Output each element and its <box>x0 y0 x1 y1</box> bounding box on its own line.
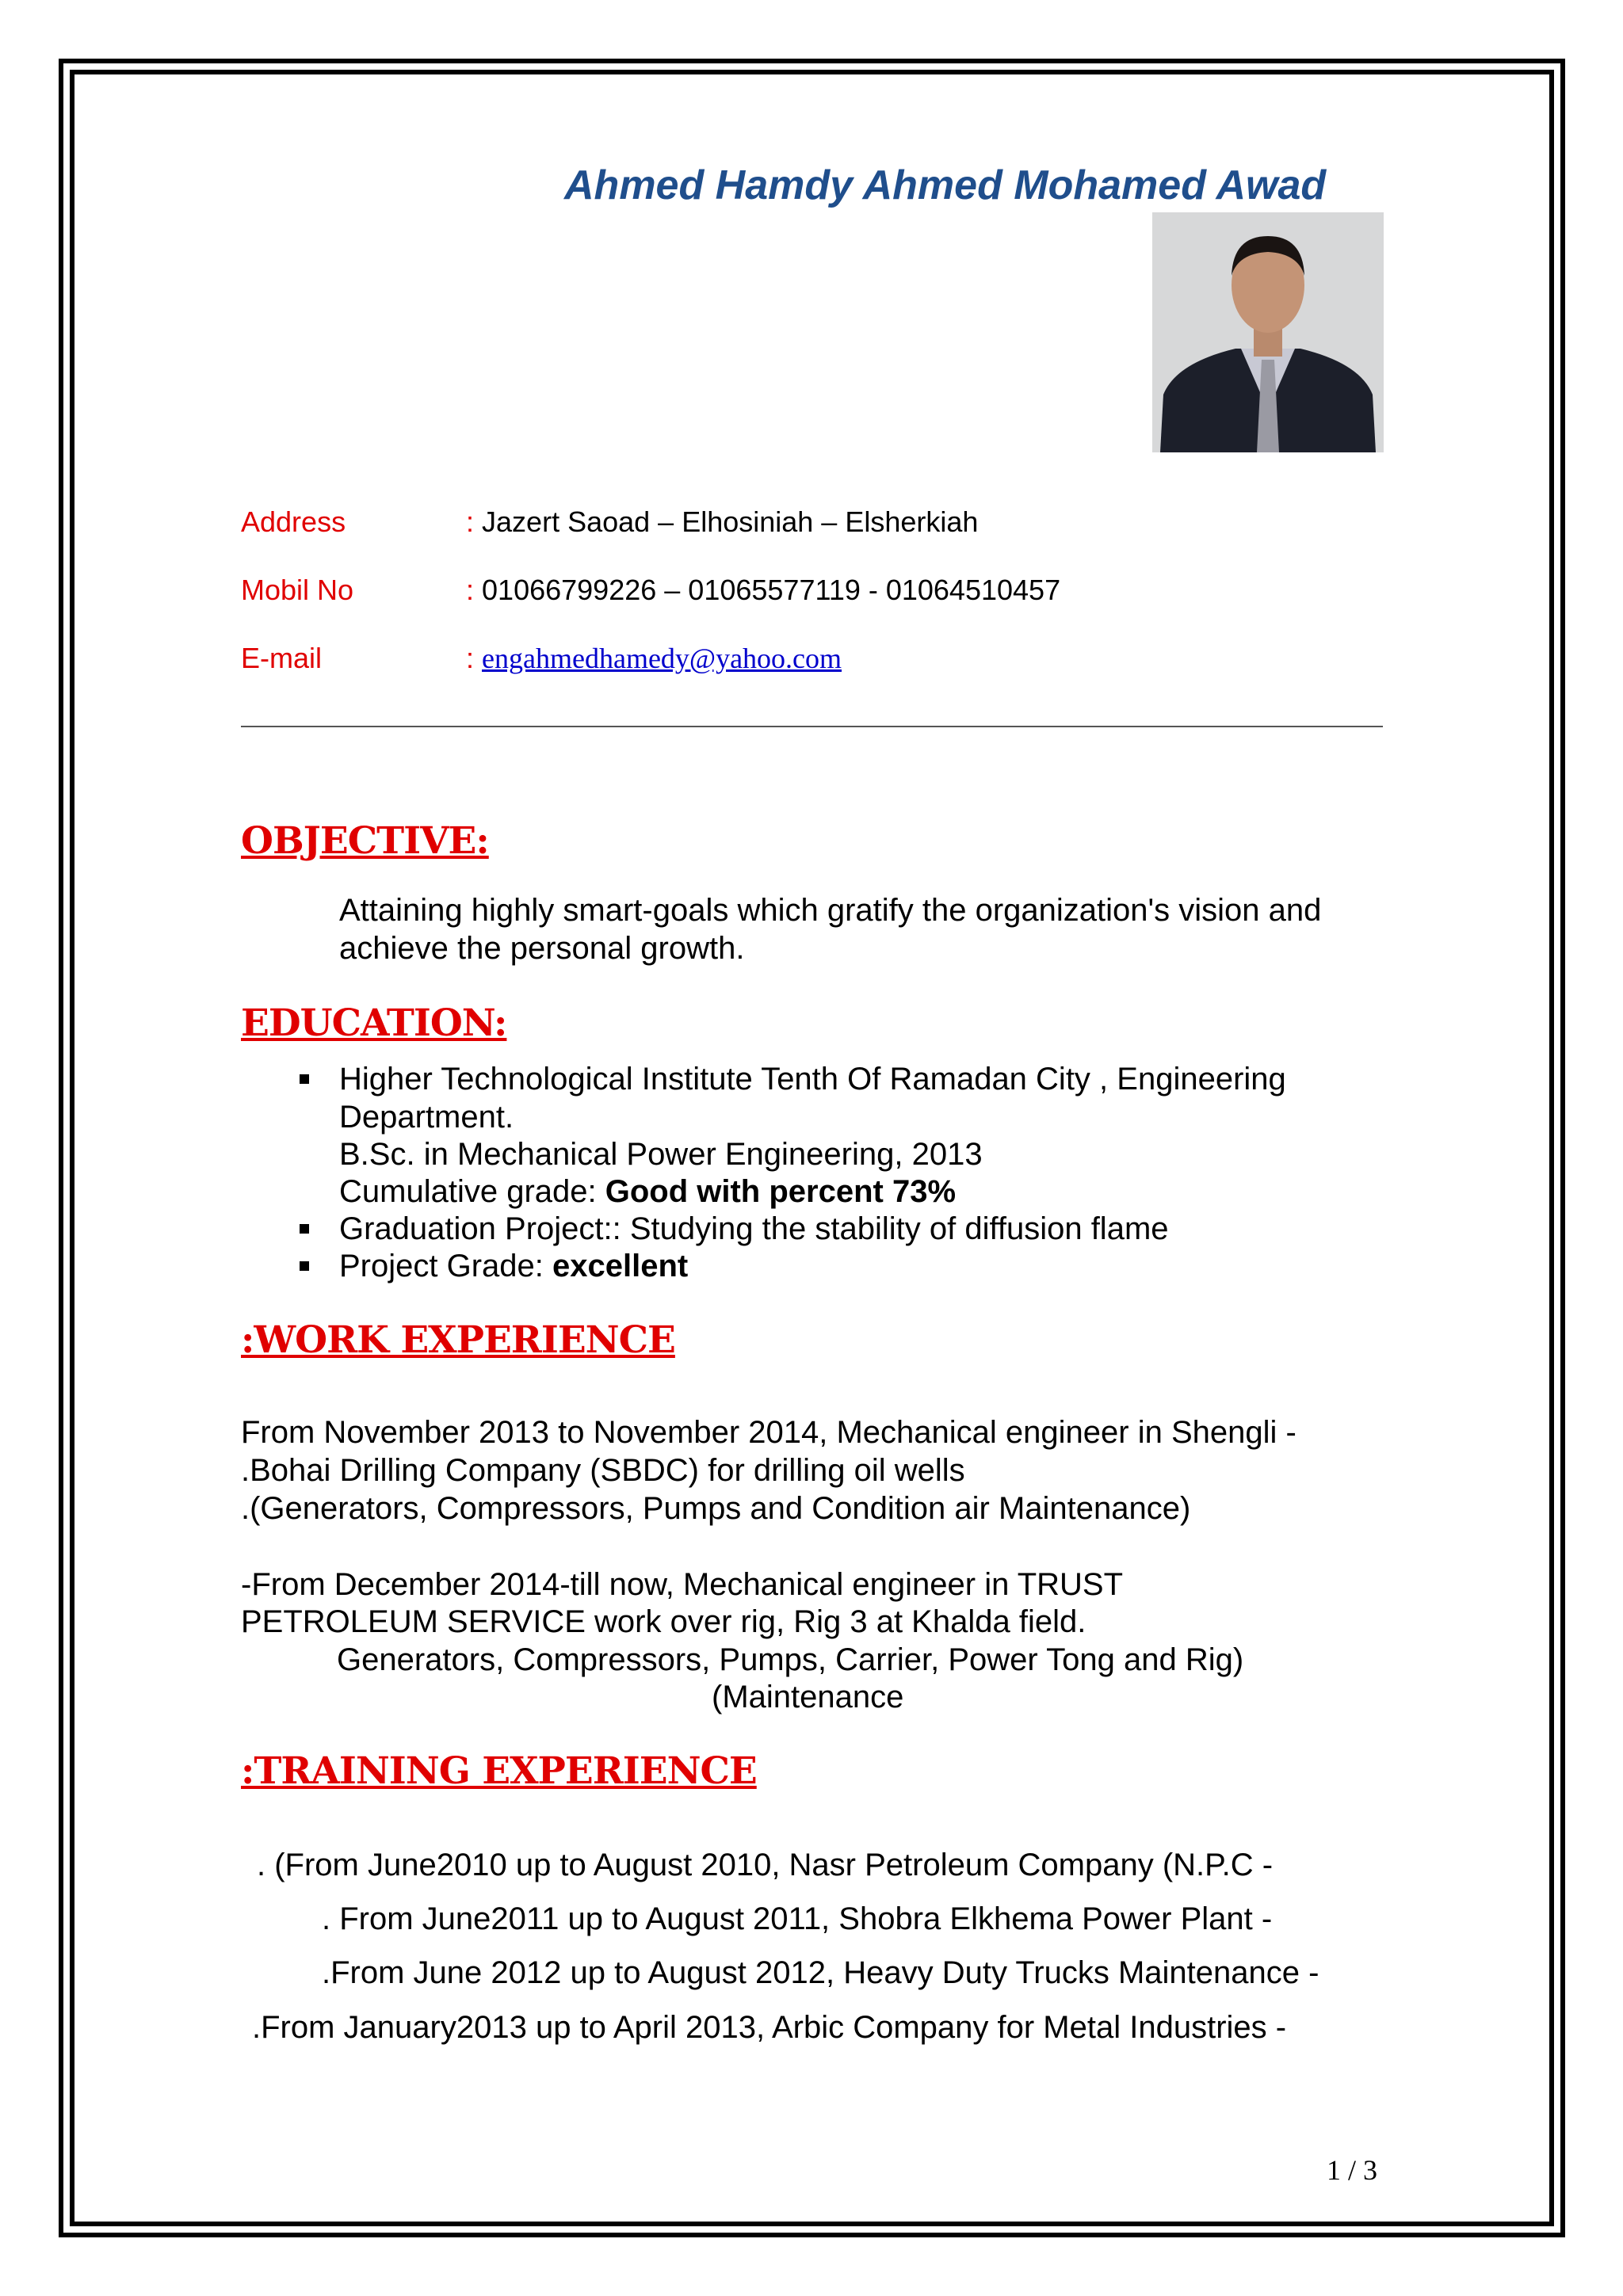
work-job2-line1: -From December 2014-till now, Mechanical engineer in TRUST <box>241 1567 1124 1602</box>
objective-heading: OBJECTIVE: <box>241 819 489 863</box>
education-grade <box>339 1173 956 1211</box>
address-colon: : <box>466 505 475 538</box>
work-job2-line2: PETROLEUM SERVICE work over rig, Rig 3 at Khalda field. <box>241 1604 1086 1639</box>
work-job1-line2: .Bohai Drilling Company (SBDC) for drilling oil wells <box>241 1453 965 1488</box>
email-link[interactable]: engahmedhamedy@yahoo.com <box>482 643 842 674</box>
address-label: Address <box>241 505 346 538</box>
education-item1-line2: Department. <box>339 1100 514 1135</box>
email-colon: : <box>466 642 475 674</box>
mobile-colon: : <box>466 574 475 606</box>
work-job1-line3: .(Generators, Compressors, Pumps and Condition air Maintenance) <box>241 1491 1191 1526</box>
project-grade-value: excellent <box>552 1249 689 1283</box>
bullet-icon <box>300 1224 309 1234</box>
candidate-name: Ahmed Hamdy Ahmed Mohamed Awad <box>564 162 1327 208</box>
address-value: Jazert Saoad – Elhosiniah – Elsherkiah <box>482 505 979 538</box>
objective-line-2: achieve the personal growth. <box>339 931 745 966</box>
page-number: 1 / 3 <box>1327 2154 1378 2186</box>
contact-divider <box>241 726 1383 727</box>
education-item1-line1: Higher Technological Institute Tenth Of Ramadan City , Engineering <box>339 1062 1286 1097</box>
training-item: . (From June2010 up to August 2010, Nasr Petroleum Company (N.P.C - <box>257 1848 1274 1882</box>
mobile-label: Mobil No <box>241 574 354 606</box>
bullet-icon <box>300 1261 309 1271</box>
bullet-icon <box>300 1074 309 1084</box>
mobile-value: 01066799226 – 01065577119 - 01064510457 <box>482 574 1061 606</box>
profile-photo <box>1152 212 1384 452</box>
training-heading: :TRAINING EXPERIENCE <box>241 1749 757 1793</box>
education-item2: Graduation Project:: Studying the stability of diffusion flame <box>339 1211 1169 1246</box>
objective-line-1: Attaining highly smart-goals which gratify the organization's vision and <box>339 893 1322 928</box>
project-grade-label: Project Grade: <box>339 1249 553 1283</box>
education-heading: EDUCATION: <box>241 1001 507 1045</box>
grade-label: Cumulative grade: <box>339 1174 605 1209</box>
work-heading: :WORK EXPERIENCE <box>241 1318 675 1362</box>
work-job2-line3: Generators, Compressors, Pumps, Carrier, Power Tong and Rig) <box>337 1642 1244 1677</box>
training-item: .From January2013 up to April 2013, Arbic Company for Metal Industries - <box>252 2010 1287 2045</box>
grade-value: Good with percent 73% <box>605 1174 957 1209</box>
work-job1-line1: From November 2013 to November 2014, Mechanical engineer in Shengli - <box>241 1415 1296 1450</box>
address-row <box>466 505 978 539</box>
mobile-row <box>466 574 1060 607</box>
training-item: .From June 2012 up to August 2012, Heavy Duty Trucks Maintenance - <box>322 1955 1319 1990</box>
training-item: . From June2011 up to August 2011, Shobra Elkhema Power Plant - <box>322 1901 1273 1936</box>
education-item3 <box>339 1247 688 1285</box>
work-job2-line4: (Maintenance <box>712 1680 904 1714</box>
email-label: E-mail <box>241 642 323 674</box>
email-row <box>466 642 842 675</box>
education-item1-line3: B.Sc. in Mechanical Power Engineering, 2013 <box>339 1137 983 1172</box>
